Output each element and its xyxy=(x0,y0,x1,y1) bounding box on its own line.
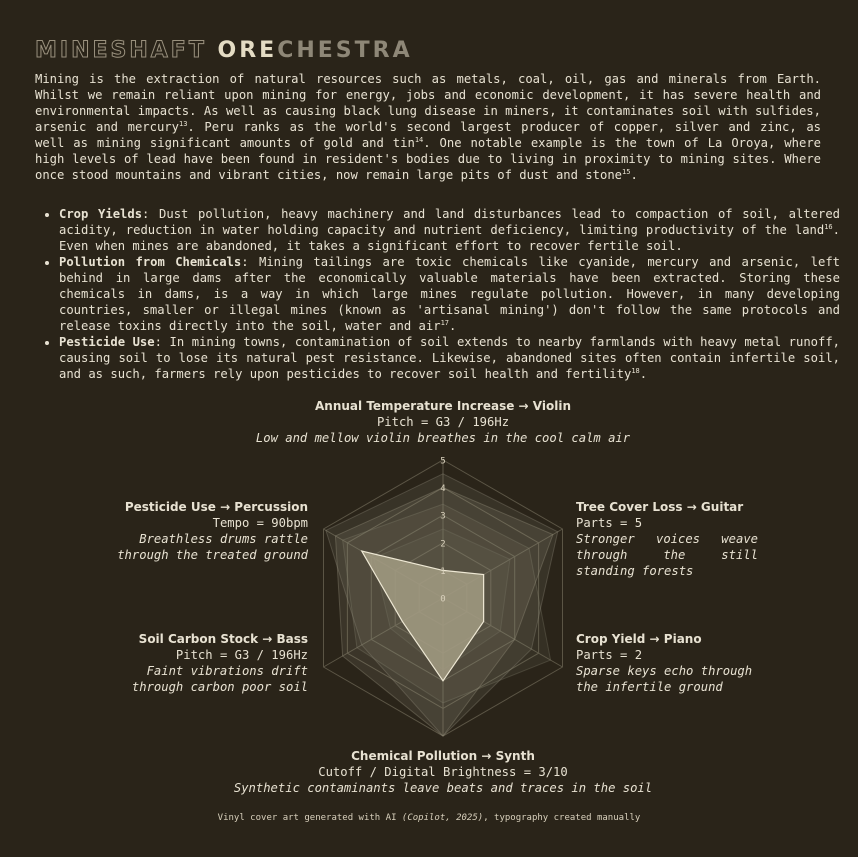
list-item-text: : In mining towns, contamination of soil extends to nearby farmlands with heavy metal runoff, causing soil to lose its natural pest resistance. Likewise, abandoned sites often contain infertile soil, and as such, farmers rely upon pesticides to recover soil health and fertility xyxy=(59,335,841,381)
footnote-ref: 13 xyxy=(178,119,188,128)
axis-description: Stronger voices weave through the still standing forests xyxy=(576,532,758,578)
footnote-ref: 15 xyxy=(622,167,631,176)
footer-text: Vinyl cover art generated with AI xyxy=(217,813,402,823)
scale-tick-label: 0 xyxy=(440,594,446,605)
footer-text: , typography created manually xyxy=(483,813,641,823)
intro-text-2: . Peru ranks as the world's second largest producer of copper, silver and zinc, as well as mining significant amounts of gold and tin xyxy=(35,120,821,150)
scale-tick-label: 2 xyxy=(440,539,446,550)
axis-description: Faint vibrations drift through carbon poor soil xyxy=(131,664,308,694)
list-item-title: Pesticide Use xyxy=(59,335,155,349)
scale-tick-label: 1 xyxy=(440,566,446,577)
list-item-text: . Even when mines are abandoned, it takes a significant effort to recover fertile soil. xyxy=(59,223,840,253)
axis-label-soil-carbon xyxy=(108,631,308,695)
axis-title: Annual Temperature Increase → Violin xyxy=(315,399,571,413)
list-item-title: Pollution from Chemicals xyxy=(59,255,242,269)
axis-subtitle: Tempo = 90bpm xyxy=(212,516,308,530)
intro-text-3: . One notable example is the town of La Oroya, where high levels of lead have been found in resident's bodies due to living in proximity to mining sites. Where once stood mountains and vibrant cities, now remain large pits of dust and stone xyxy=(35,136,821,182)
axis-description: Synthetic contaminants leave beats and traces in the soil xyxy=(233,781,653,795)
list-item-title: Crop Yields xyxy=(59,207,143,221)
axis-subtitle: Pitch = G3 / 196Hz xyxy=(376,415,510,429)
axis-label-tree-cover xyxy=(576,499,758,579)
footer-credit xyxy=(0,813,858,823)
axis-title: Chemical Pollution → Synth xyxy=(351,749,535,763)
axis-description: Low and mellow violin breathes in the cool calm air xyxy=(255,431,631,445)
axis-description: Breathless drums rattle through the treated ground xyxy=(117,532,308,562)
footnote-ref: 18 xyxy=(631,366,640,375)
scale-tick-label: 3 xyxy=(440,511,446,522)
footnote-ref: 16 xyxy=(824,222,833,231)
list-item-text: . xyxy=(449,319,457,333)
axis-subtitle: Parts = 2 xyxy=(576,648,643,662)
list-item-text: . xyxy=(639,367,648,381)
axis-title: Soil Carbon Stock → Bass xyxy=(138,632,308,646)
axis-label-temperature xyxy=(229,398,657,446)
axis-subtitle: Pitch = G3 / 196Hz xyxy=(175,648,308,662)
intro-text-1: Mining is the extraction of natural resources such as metals, coal, oil, gas and minerals from Earth. Whilst we remain reliant upon mining for energy, jobs and economic development, it has severe health and environmental impacts. As well as causing black lung disease in miners, it contaminates soil with sulfides, arsenic and mercury xyxy=(35,72,821,134)
scale-tick-label: 4 xyxy=(440,484,446,495)
footnote-ref: 14 xyxy=(414,135,424,144)
axis-title: Pesticide Use → Percussion xyxy=(124,500,308,514)
list-item-text: : Mining tailings are toxic chemicals like cyanide, mercury and arsenic, left behind in large dams after the economically valuable materials have been extracted. Storing these chemicals in dams, is a way in which large mines regulate pollution. However, in many developing countries, smaller or illegal mines (known as 'artisanal mining') don't follow the same protocols and release toxins directly into the soil, water and air xyxy=(59,255,840,333)
axis-label-chemical-pollution xyxy=(172,748,714,796)
axis-subtitle: Parts = 5 xyxy=(576,516,643,530)
axis-subtitle: Cutoff / Digital Brightness = 3/10 xyxy=(318,765,568,779)
scale-tick-label: 5 xyxy=(440,456,446,467)
axis-title: Crop Yield → Piano xyxy=(576,632,702,646)
title-part-ore: ORE xyxy=(217,38,278,63)
axis-title: Tree Cover Loss → Guitar xyxy=(576,500,744,514)
axis-label-pesticide xyxy=(104,499,308,563)
footnote-ref: 17 xyxy=(440,318,449,327)
footer-citation: (Copilot, 2025) xyxy=(401,813,484,823)
title-part-mineshaft: MINESHAFT xyxy=(35,38,207,63)
title-part-chestra: CHESTRA xyxy=(277,38,413,63)
axis-description: Sparse keys echo through the infertile ground xyxy=(576,664,753,694)
list-item-text: : Dust pollution, heavy machinery and land disturbances lead to compaction of soil, altered acidity, reduction in water holding capacity and nutrient deficiency, limiting productivity of the land xyxy=(59,207,840,237)
intro-text-4: . xyxy=(630,168,638,182)
axis-label-crop-yield xyxy=(576,631,766,695)
